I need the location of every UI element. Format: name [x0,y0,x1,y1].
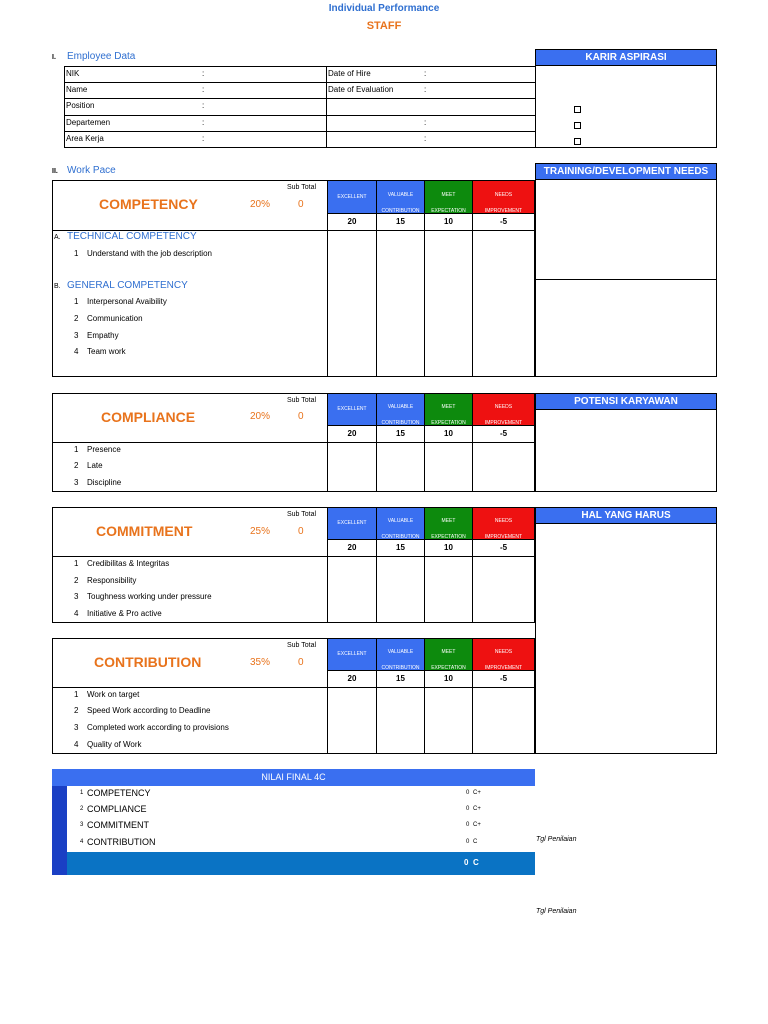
page-subtitle: STAFF [366,20,402,32]
rating-meet: MEET EXPECTATION [425,508,472,539]
final-row-grade: C+ [473,790,481,796]
field-label-date-of-evaluation: Date of Evaluation [328,85,394,94]
karir-aspirasi-header: KARIR ASPIRASI [535,49,717,66]
item-label: Completed work according to provisions [87,723,229,732]
final-row-label: COMPETENCY [87,788,151,798]
final-row-number: 3 [80,822,84,828]
item-number: 1 [74,249,79,258]
rating-valuable: VALUABLE CONTRIBUTION [377,639,424,670]
final-row-number: 4 [80,839,84,845]
tech-letter: A. [54,234,61,241]
final-row-number: 1 [80,790,84,796]
score-value: 15 [396,543,405,552]
gen-letter: B. [54,283,61,290]
rating-needs: NEEDS IMPROVEMENT [473,394,534,425]
tgl-penilaian-label: Tgl Penilaian [536,836,577,843]
competency-subtotal: 0 [298,199,304,210]
item-number: 2 [74,706,79,715]
final-row-value: 0 [466,806,470,812]
score-value: 20 [347,217,357,226]
score-value: 15 [396,429,405,438]
item-number: 2 [74,576,79,585]
final-row-value: 0 [466,822,470,828]
item-number: 4 [74,609,79,618]
item-label: Understand with the job description [87,249,212,258]
item-label: Toughness working under pressure [87,592,212,601]
nilai-final-header: NILAI FINAL 4C [52,769,535,786]
item-label: Credibilitas & Integritas [87,559,170,568]
item-label: Interpersonal Avaibility [87,297,167,306]
rating-meet: MEET EXPECTATION [425,394,472,425]
item-label: Communication [87,314,143,323]
final-row-label: CONTRIBUTION [87,837,156,847]
hal-yang-harus-panel [535,523,717,754]
final-row-grade: C [473,839,478,845]
score-value: 20 [347,543,357,552]
technical-competency-title: TECHNICAL COMPETENCY [67,231,197,242]
potensi-karyawan-panel [535,409,717,492]
score-value: 20 [347,674,357,683]
rating-needs: NEEDS IMPROVEMENT [473,508,534,539]
rating-excellent: EXCELLENT [328,639,376,670]
rating-excellent: EXCELLENT [328,508,376,539]
competency-weight: 20% [250,199,271,210]
aspirasi-checkbox[interactable] [574,122,581,129]
contribution-title: CONTRIBUTION [94,654,202,670]
final-row-number: 2 [80,806,84,812]
item-label: Responsibility [87,576,137,585]
item-label: Speed Work according to Deadline [87,706,211,715]
compliance-subtotal: 0 [298,411,304,422]
item-label: Initiative & Pro active [87,609,162,618]
rating-needs: NEEDS IMPROVEMENT [473,639,534,670]
score-value: 10 [444,674,453,683]
section-title-work-pace: Work Pace [67,165,116,176]
aspirasi-checkbox[interactable] [574,138,581,145]
competency-title: COMPETENCY [99,196,198,212]
subtotal-label: Sub Total [287,397,317,404]
commitment-subtotal: 0 [298,526,304,537]
commitment-weight: 25% [250,526,271,537]
field-label-name: Name [66,85,88,94]
item-number: 4 [74,740,79,749]
tgl-penilaian-label: Tgl Penilaian [536,908,577,915]
item-label: Discipline [87,478,122,487]
field-colon: : [202,134,205,143]
hal-yang-harus-header: HAL YANG HARUS DISEMPURNAKAN [535,507,717,524]
item-number: 1 [74,445,79,454]
potensi-karyawan-header: POTENSI KARYAWAN [535,393,717,410]
aspirasi-checkbox[interactable] [574,106,581,113]
field-colon: : [202,101,205,110]
compliance-weight: 20% [250,411,271,422]
field-label-area-kerja: Area Kerja [66,134,104,143]
score-value: -5 [499,543,508,552]
field-label-date-of-hire: Date of Hire [328,69,371,78]
item-number: 3 [74,478,79,487]
score-value: 10 [444,429,453,438]
page-title: Individual Performance [328,3,440,14]
training-needs-panel [535,179,717,377]
item-number: 3 [74,723,79,732]
field-colon: : [202,69,205,78]
item-number: 1 [74,297,79,306]
field-colon: : [202,85,205,94]
rating-excellent: EXCELLENT [328,394,376,425]
item-number: 1 [74,559,79,568]
field-label-nik: NIK [66,69,80,78]
score-value: 10 [444,217,453,226]
item-number: 2 [74,314,79,323]
score-value: 10 [444,543,453,552]
item-number: 3 [74,331,79,340]
score-value: -5 [499,674,508,683]
score-value: -5 [499,429,508,438]
rating-meet: MEET EXPECTATION [425,639,472,670]
final-row-label: COMMITMENT [87,820,149,830]
final-row-value: 0 [466,839,470,845]
commitment-title: COMMITMENT [96,523,193,539]
field-colon: : [424,85,427,94]
karir-aspirasi-panel [535,65,717,148]
rating-meet: MEET EXPECTATION [425,181,472,213]
rating-valuable: VALUABLE CONTRIBUTION [377,394,424,425]
section-number: I. [52,54,56,61]
score-value: -5 [499,217,508,226]
rating-valuable: VALUABLE CONTRIBUTION [377,508,424,539]
contribution-subtotal: 0 [298,657,304,668]
subtotal-label: Sub Total [287,642,317,649]
section-title-employee-data: Employee Data [67,51,136,62]
field-colon: : [424,134,427,143]
contribution-weight: 35% [250,657,271,668]
item-label: Quality of Work [87,740,142,749]
score-value: 15 [396,674,405,683]
subtotal-label: Sub Total [287,511,317,518]
item-number: 4 [74,347,79,356]
rating-excellent: EXCELLENT [328,181,376,213]
score-value: 15 [396,217,405,226]
item-label: Work on target [87,690,140,699]
final-total-value: 0 [464,858,469,867]
field-label-departemen: Departemen [66,118,111,127]
final-row-grade: C+ [473,806,481,812]
final-row-value: 0 [466,790,470,796]
field-colon: : [424,69,427,78]
item-number: 2 [74,461,79,470]
general-competency-title: GENERAL COMPETENCY [67,280,188,291]
item-label: Team work [87,347,126,356]
item-label: Empathy [87,331,119,340]
training-needs-header: TRAINING/DEVELOPMENT NEEDS [535,163,717,180]
item-label: Presence [87,445,121,454]
final-row-grade: C+ [473,822,481,828]
final-row-label: COMPLIANCE [87,804,147,814]
field-colon: : [202,118,205,127]
subtotal-label: Sub Total [287,184,317,191]
score-value: 20 [347,429,357,438]
rating-valuable: VALUABLE CONTRIBUTION [377,181,424,213]
item-label: Late [87,461,103,470]
field-label-position: Position [66,101,95,110]
final-total-grade: C [473,858,479,867]
field-colon: : [424,118,427,127]
item-number: 3 [74,592,79,601]
section-number: II. [52,168,58,175]
item-number: 1 [74,690,79,699]
nilai-final-left-bar [52,786,67,875]
compliance-title: COMPLIANCE [101,409,196,425]
rating-needs: NEEDS IMPROVEMENT [473,181,534,213]
